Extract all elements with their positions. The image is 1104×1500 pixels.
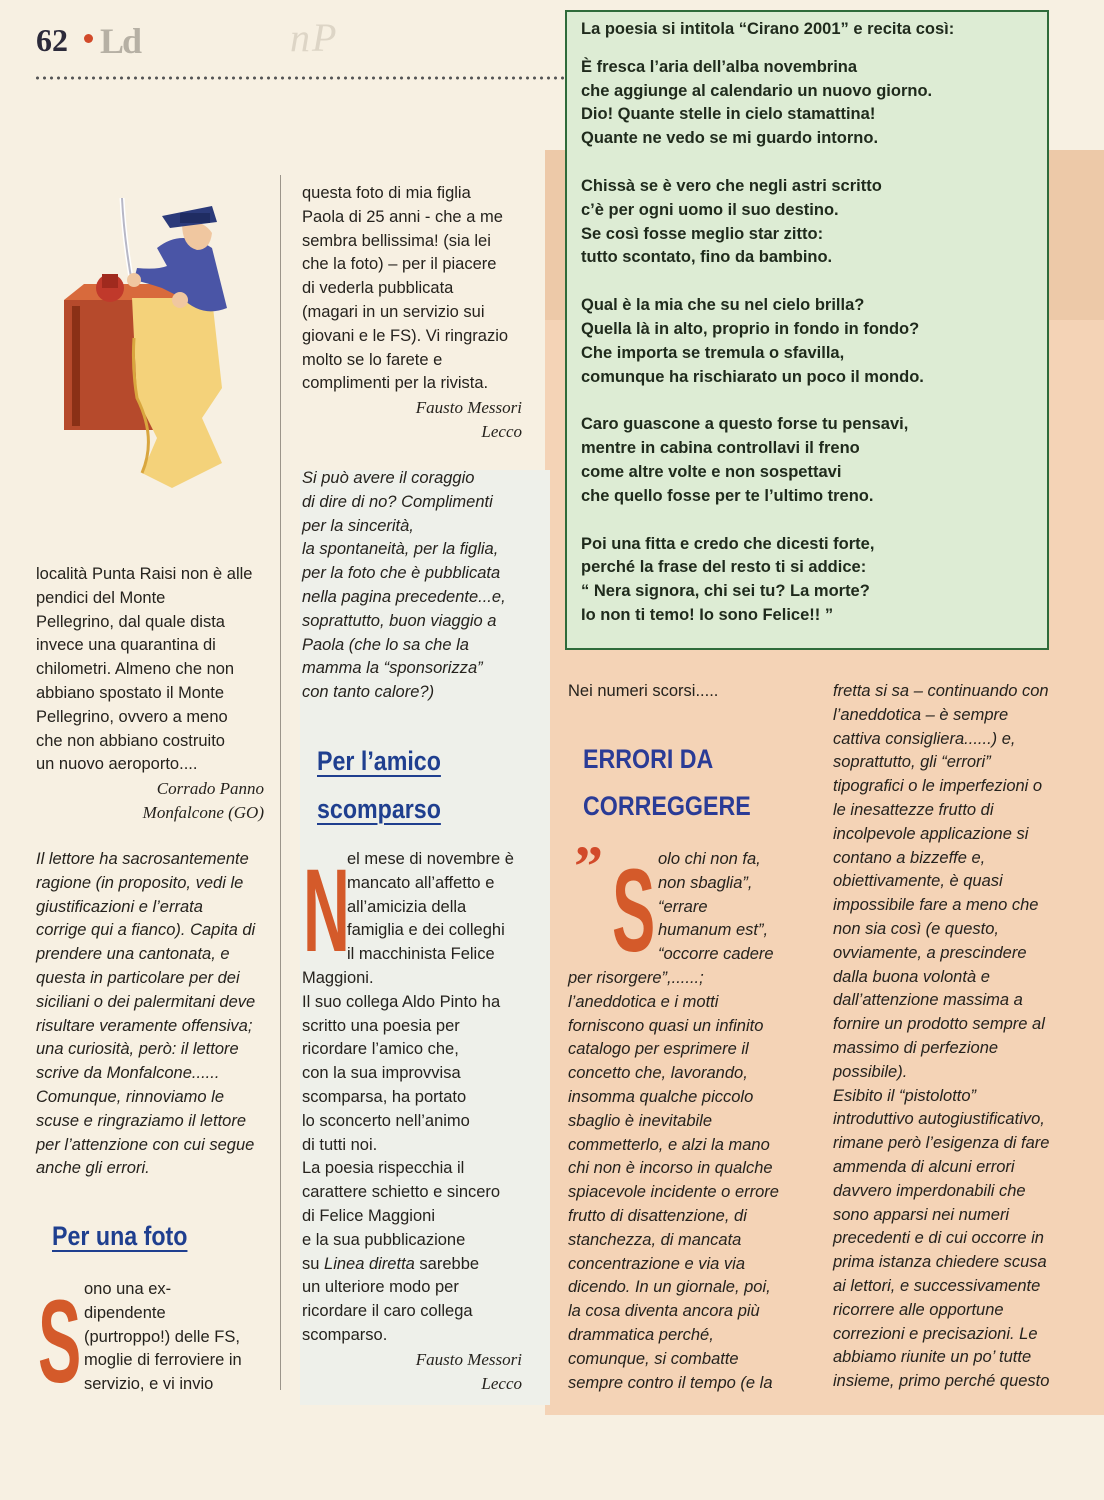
- text-line: soprattutto, buon viaggio a: [302, 611, 497, 630]
- text-line: di tutti noi.: [302, 1135, 378, 1154]
- text-line: “errare: [658, 897, 708, 916]
- text-line: nella pagina precedente...e,: [302, 587, 506, 606]
- text-line: Paola di 25 anni - che a me: [302, 207, 503, 226]
- signature-name: Corrado Panno: [156, 779, 264, 799]
- letter-punta-raisi: [36, 563, 264, 825]
- letter-signature: [302, 396, 522, 444]
- text-line: scrive da Monfalcone......: [36, 1064, 220, 1083]
- text-line: le inesattezze frutto di: [833, 800, 994, 819]
- text-line: obiettivamente, è quasi: [833, 872, 1003, 891]
- text-line: ai lettori, e successivamente: [833, 1276, 1041, 1295]
- text-line: Comunque, rinnoviamo le: [36, 1087, 225, 1106]
- poem-stanza: [581, 533, 1033, 628]
- text-line: (purtroppo!) delle FS,: [84, 1327, 240, 1346]
- clerk-writing-illustration: [62, 188, 252, 488]
- text-line: Si può avere il coraggio: [302, 469, 475, 487]
- text-line: chilometri. Almeno che non: [36, 660, 235, 679]
- poem-stanza: [581, 56, 1033, 151]
- text-line: catalogo per esprimere il: [568, 1040, 749, 1059]
- text-line: massimo di perfezione: [833, 1038, 999, 1057]
- text-line: abbiamo riunite un po’ tutte: [833, 1348, 1032, 1367]
- text-line: mancato all’affetto e: [347, 873, 495, 892]
- text-line: commetterlo, e alzi la mano: [568, 1135, 770, 1154]
- text-line: rimane però l’esigenza di fare: [833, 1134, 1050, 1153]
- text-line: moglie di ferroviere in: [84, 1351, 242, 1370]
- quote-mark: ”: [574, 834, 603, 899]
- text-line: ricordare l’amico che,: [302, 1040, 459, 1059]
- text-line: contano a bizzeffe e,: [833, 848, 986, 867]
- article-signature: [302, 1348, 522, 1396]
- errori-body-continued: [833, 680, 1095, 1394]
- text-line: invece una quarantina di: [36, 636, 216, 655]
- text-line: olo chi non fa,: [658, 850, 761, 868]
- text-line: giovani e le FS). Vi ringrazio: [302, 326, 509, 345]
- text-fragment: sarebbe: [414, 1254, 480, 1273]
- text-line: concentrazione e via via: [568, 1254, 746, 1273]
- text-line: fornire un prodotto sempre al: [833, 1015, 1045, 1034]
- text-line: all’amicizia della: [347, 897, 467, 916]
- section-title-per-una-foto: Per una foto: [52, 1221, 188, 1251]
- text-line: ricorrere alle opportune: [833, 1300, 1004, 1319]
- section-title-per-l-amico: Per l’amico: [317, 746, 441, 776]
- poem-line: Dio! Quante stelle in cielo stamattina!: [581, 105, 876, 124]
- text-line: e la sua pubblicazione: [302, 1230, 466, 1249]
- dropcap: N: [303, 845, 350, 977]
- signature-name: Fausto Messori: [415, 1349, 522, 1369]
- text-line: per risorgere”,......;: [568, 969, 704, 987]
- poem-stanza: [581, 175, 1033, 270]
- page-number: 62: [36, 22, 68, 58]
- poem-line: Chissà se è vero che negli astri scritto: [581, 176, 882, 195]
- text-line: di vederla pubblicata: [302, 279, 454, 298]
- signature-place: Monfalcone (GO): [142, 803, 264, 823]
- text-line: correzioni e precisazioni. Le: [833, 1324, 1038, 1343]
- text-line: fretta si sa – continuando con: [833, 682, 1049, 700]
- text-line: [302, 1253, 536, 1277]
- text-line: Esibito il “pistolotto”: [833, 1086, 977, 1105]
- text-line: che non abbiano costruito: [36, 731, 225, 750]
- poem-line: Che importa se tremula o sfavilla,: [581, 343, 845, 362]
- text-line: con tanto calore?): [302, 683, 435, 702]
- dotted-rule: [34, 76, 564, 80]
- text-line: stanchezza, di mancata: [568, 1230, 742, 1249]
- text-line: (magari in un servizio sui: [302, 302, 485, 321]
- poem-line: Se così fosse meglio star zitto:: [581, 224, 824, 243]
- text-line: di Felice Maggioni: [302, 1206, 435, 1225]
- text-line: Il suo collega Aldo Pinto ha: [302, 992, 501, 1011]
- text-line: l’aneddotica – è sempre: [833, 705, 1009, 724]
- text-line: che la foto) – per il piacere: [302, 255, 497, 274]
- text-line: possibile).: [833, 1062, 908, 1081]
- text-line: el mese di novembre è: [347, 850, 514, 868]
- poem-line: “ Nera signora, chi sei tu? La morte?: [581, 582, 870, 601]
- errori-body: [568, 967, 818, 1395]
- text-line: chi non è incorso in qualche: [568, 1159, 773, 1178]
- text-line: ammenda di alcuni errori: [833, 1157, 1015, 1176]
- poem-line: Quella là in alto, proprio in fondo in fondo?: [581, 319, 920, 338]
- dropcap: S: [612, 845, 656, 977]
- text-line: risultare veramente offensiva;: [36, 1016, 253, 1035]
- poem-line: comunque ha rischiarato un poco il mondo.: [581, 367, 924, 386]
- text-line: carattere schietto e sincero: [302, 1183, 501, 1202]
- dropcap: S: [38, 1276, 82, 1408]
- text-line: “occorre cadere: [658, 945, 774, 964]
- text-line: ono una ex-: [84, 1280, 172, 1298]
- text-line: pendici del Monte: [36, 588, 166, 607]
- text-line: la spontaneità, per la figlia,: [302, 540, 499, 559]
- text-line: ricordare il caro collega: [302, 1302, 473, 1321]
- section-title-correggere: CORREGGERE: [583, 791, 751, 821]
- text-line: località Punta Raisi non è alle: [36, 565, 253, 583]
- text-line: la cosa diventa ancora più: [568, 1302, 760, 1321]
- text-line: una curiosità, però: il lettore: [36, 1040, 239, 1059]
- text-line: soprattutto, gli “errori”: [833, 753, 991, 772]
- poem-line: come altre volte e non sospettavi: [581, 462, 842, 481]
- text-fragment: su: [302, 1254, 325, 1273]
- poem-box: [565, 10, 1049, 650]
- text-line: un ulteriore modo per: [302, 1278, 459, 1297]
- text-line: per l’attenzione con cui segue: [36, 1135, 255, 1154]
- text-line: scritto una poesia per: [302, 1016, 460, 1035]
- text-line: servizio, e vi invio: [84, 1375, 214, 1394]
- text-line: dall’attenzione massima a: [833, 991, 1023, 1010]
- text-line: concetto che, lavorando,: [568, 1064, 748, 1083]
- text-line: un nuovo aeroporto....: [36, 755, 198, 774]
- poem-line: che quello fosse per te l’ultimo treno.: [581, 486, 874, 505]
- text-line: sempre contro il tempo (e la: [568, 1373, 773, 1392]
- column-divider: [280, 175, 281, 1390]
- text-line: non sbaglia”,: [658, 873, 753, 892]
- text-line: siciliani o dei palermitani deve: [36, 992, 256, 1011]
- poem-line: Io non ti temo! Io sono Felice!! ”: [581, 605, 834, 624]
- poem-line: Quante ne vedo se mi guardo intorno.: [581, 129, 879, 148]
- editor-reply: [302, 467, 534, 705]
- text-line: scomparso.: [302, 1325, 388, 1344]
- text-line: introduttivo autogiustificativo,: [833, 1110, 1045, 1129]
- text-line: mamma la “sponsorizza”: [302, 659, 483, 678]
- text-line: Il lettore ha sacrosantemente: [36, 850, 249, 868]
- text-line: scomparsa, ha portato: [302, 1087, 467, 1106]
- text-line: prendere una cantonata, e: [36, 945, 230, 964]
- text-line: con la sua improvvisa: [302, 1064, 461, 1083]
- text-line: dalla buona volontà e: [833, 967, 990, 986]
- text-line: prima istanza chiedere scusa: [833, 1253, 1047, 1272]
- text-line: forniscono quasi un infinito: [568, 1016, 764, 1035]
- text-line: incolpevole applicazione si: [833, 824, 1029, 843]
- poem-line: tutto scontato, fino da bambino.: [581, 248, 833, 267]
- text-line: corrige qui a fianco). Capita di: [36, 921, 256, 940]
- section-title-errori-da: ERRORI DA: [583, 744, 714, 774]
- poem-line: mentre in cabina controllavi il freno: [581, 439, 860, 458]
- magazine-logo: Ld: [100, 21, 141, 61]
- text-line: tipografici o le imperfezioni o: [833, 777, 1043, 796]
- letter-foto: [84, 1278, 274, 1397]
- text-line: insieme, primo perché questo: [833, 1372, 1050, 1391]
- text-line: sbaglio è inevitabile: [568, 1111, 713, 1130]
- text-line: di dire di no? Complimenti: [302, 492, 493, 511]
- poem-stanza: [581, 413, 1033, 508]
- text-line: La poesia rispecchia il: [302, 1159, 465, 1178]
- text-line: sono apparsi nei numeri: [833, 1205, 1010, 1224]
- text-line: cattiva consigliera......) e,: [833, 729, 1016, 748]
- magazine-name: Linea diretta: [324, 1254, 415, 1273]
- letter-signature: [36, 777, 264, 825]
- text-line: complimenti per la rivista.: [302, 374, 489, 393]
- poem-line: Poi una fitta e credo che dicesti forte,: [581, 534, 875, 553]
- article-amico-body: [302, 967, 536, 1396]
- kicker: Nei numeri scorsi.....: [568, 682, 719, 700]
- signature-place: Lecco: [481, 422, 522, 442]
- text-line: Paola (che lo sa che la: [302, 635, 469, 654]
- text-line: lo sconcerto nell’animo: [302, 1111, 470, 1130]
- poem-line: perché la frase del resto ti si addice:: [581, 558, 867, 577]
- text-line: scuse e ringraziamo il lettore: [36, 1111, 247, 1130]
- text-line: per la foto che è pubblicata: [302, 564, 501, 583]
- poem-line: Qual è la mia che su nel cielo brilla?: [581, 296, 865, 315]
- poem-line: Caro guascone a questo forse tu pensavi,: [581, 415, 909, 434]
- text-line: Maggioni.: [302, 969, 374, 987]
- article-amico-lead: [347, 848, 537, 967]
- text-line: Pellegrino, dal quale dista: [36, 612, 225, 631]
- text-line: insomma qualche piccolo: [568, 1087, 754, 1106]
- text-line: impossibile fare a meno che: [833, 896, 1039, 915]
- poem-line: c’è per ogni uomo il suo destino.: [581, 200, 839, 219]
- text-line: dipendente: [84, 1303, 166, 1322]
- signature-name: Fausto Messori: [415, 398, 522, 418]
- letter-foto-continued: [302, 182, 532, 444]
- text-line: comunque, si combatte: [568, 1349, 739, 1368]
- poem-stanza: [581, 294, 1033, 389]
- text-line: humanum est”,: [658, 921, 769, 940]
- ghost-heading: nP: [290, 15, 339, 60]
- text-line: non sia così (e questo,: [833, 919, 1000, 938]
- text-line: questa foto di mia figlia: [302, 184, 471, 202]
- poem-line: che aggiunge al calendario un nuovo giorno.: [581, 81, 933, 100]
- text-line: drammatica perché,: [568, 1325, 714, 1344]
- text-line: abbiano spostato il Monte: [36, 683, 225, 702]
- header-bullet: [84, 34, 93, 43]
- editor-reply: [36, 848, 268, 1181]
- text-line: spiacevole incidente o errore: [568, 1183, 779, 1202]
- text-line: molto se lo farete e: [302, 350, 443, 369]
- text-line: davvero imperdonabili che: [833, 1181, 1026, 1200]
- text-line: dicendo. In un giornale, poi,: [568, 1278, 771, 1297]
- text-line: famiglia e dei colleghi: [347, 921, 505, 940]
- text-line: frutto di disattenzione, di: [568, 1206, 747, 1225]
- poem-line: È fresca l’aria dell’alba novembrina: [581, 57, 858, 76]
- text-line: il macchinista Felice: [347, 945, 495, 964]
- section-title-scomparso: scomparso: [317, 794, 441, 824]
- text-line: ovviamente, a prescindere: [833, 943, 1027, 962]
- text-line: giustificazioni e l’errata: [36, 897, 203, 916]
- text-line: precedenti e di cui occorre in: [833, 1229, 1044, 1248]
- text-line: l’aneddotica e i motti: [568, 992, 719, 1011]
- text-line: Pellegrino, ovvero a meno: [36, 707, 228, 726]
- poem-intro: La poesia si intitola “Cirano 2001” e recita così:: [581, 20, 955, 38]
- text-line: anche gli errori.: [36, 1159, 150, 1178]
- text-line: per la sincerità,: [302, 516, 414, 535]
- text-line: questa in particolare per dei: [36, 968, 240, 987]
- errori-lead: [658, 848, 818, 967]
- text-line: ragione (in proposito, vedi le: [36, 873, 244, 892]
- text-line: sembra bellissima! (sia lei: [302, 231, 491, 250]
- signature-place: Lecco: [481, 1373, 522, 1393]
